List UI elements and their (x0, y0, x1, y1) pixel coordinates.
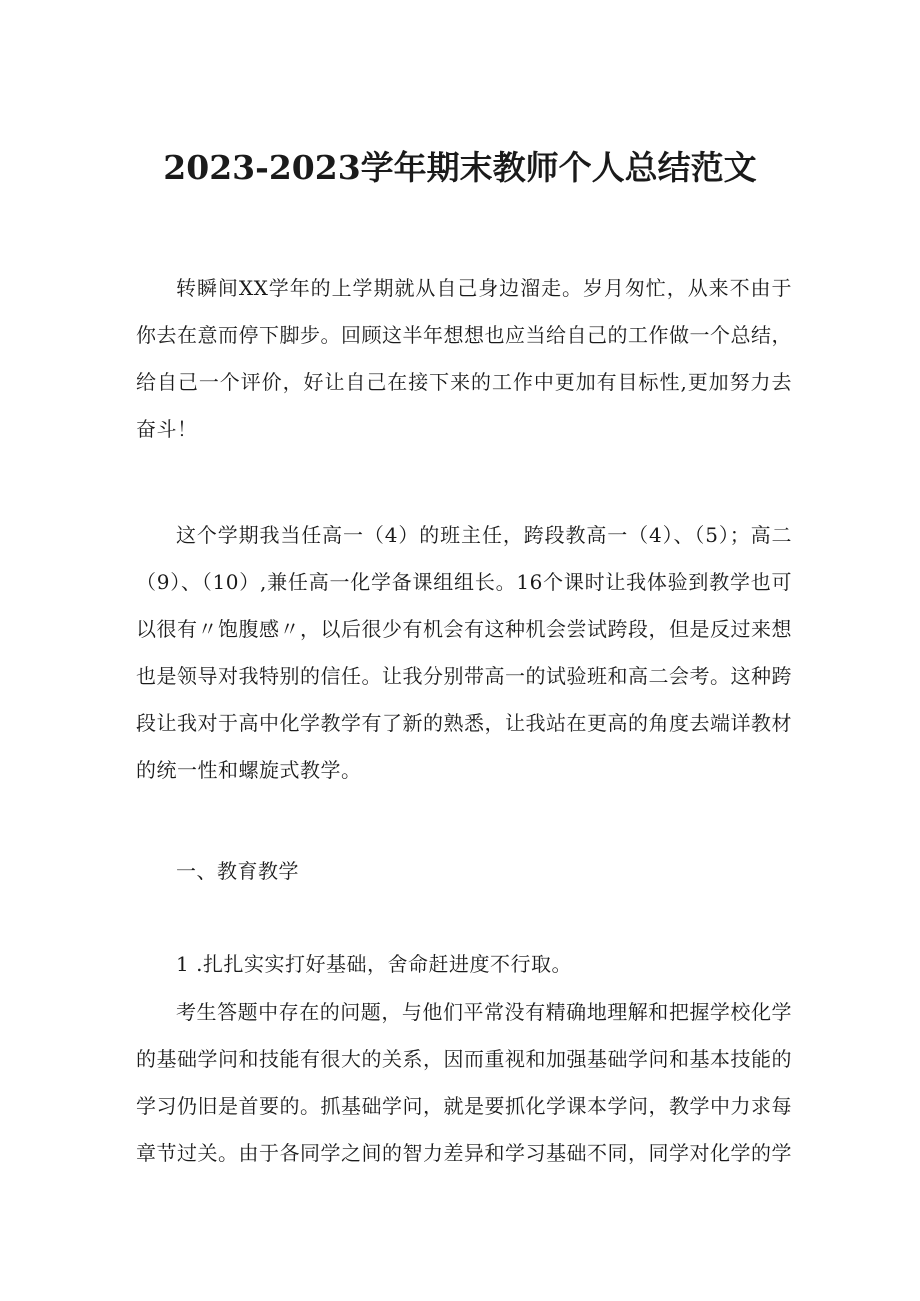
paragraph-basics: 考生答题中存在的问题，与他们平常没有精确地理解和把握学校化学的基础学问和技能有很大的关系，因而重视和加强基础学问和基本技能的学习仍旧是首要的。抓基础学问，就是要抓化学课本学问，教学中力求每章节过关。由于各同学之间的智力差异和学习基础不同，同学对化学的学 (136, 1000, 792, 1165)
document-title: 2023-2023学年期末教师个人总结范文 (163, 148, 757, 187)
paragraph-intro: 转瞬间XX学年的上学期就从自己身边溜走。岁月匆忙，从来不由于你去在意而停下脚步。回顾这半年想想也应当给自己的工作做一个总结，给自己一个评价，好让自己在接下来的工作中更加有目标性,更加努力去奋斗！ (136, 276, 792, 441)
section-heading: 一、教育教学 (176, 859, 299, 883)
subsection-heading: 1 .扎扎实实打好基础，舍命赶进度不行取。 (176, 952, 572, 976)
paragraph-duties: 这个学期我当任高一（4）的班主任，跨段教高一（4）、（5）；高二（9）、（10）,兼任高一化学备课组组长。16个课时让我体验到教学也可以很有〃饱腹感〃，以后很少有机会有这种机会尝试跨段，但是反过来想也是领导对我特别的信任。让我分别带高一的试验班和高二会考。这种跨段让我对于高中化学教学有了新的熟悉，让我站在更高的角度去端详教材的统一性和螺旋式教学。 (136, 523, 792, 782)
